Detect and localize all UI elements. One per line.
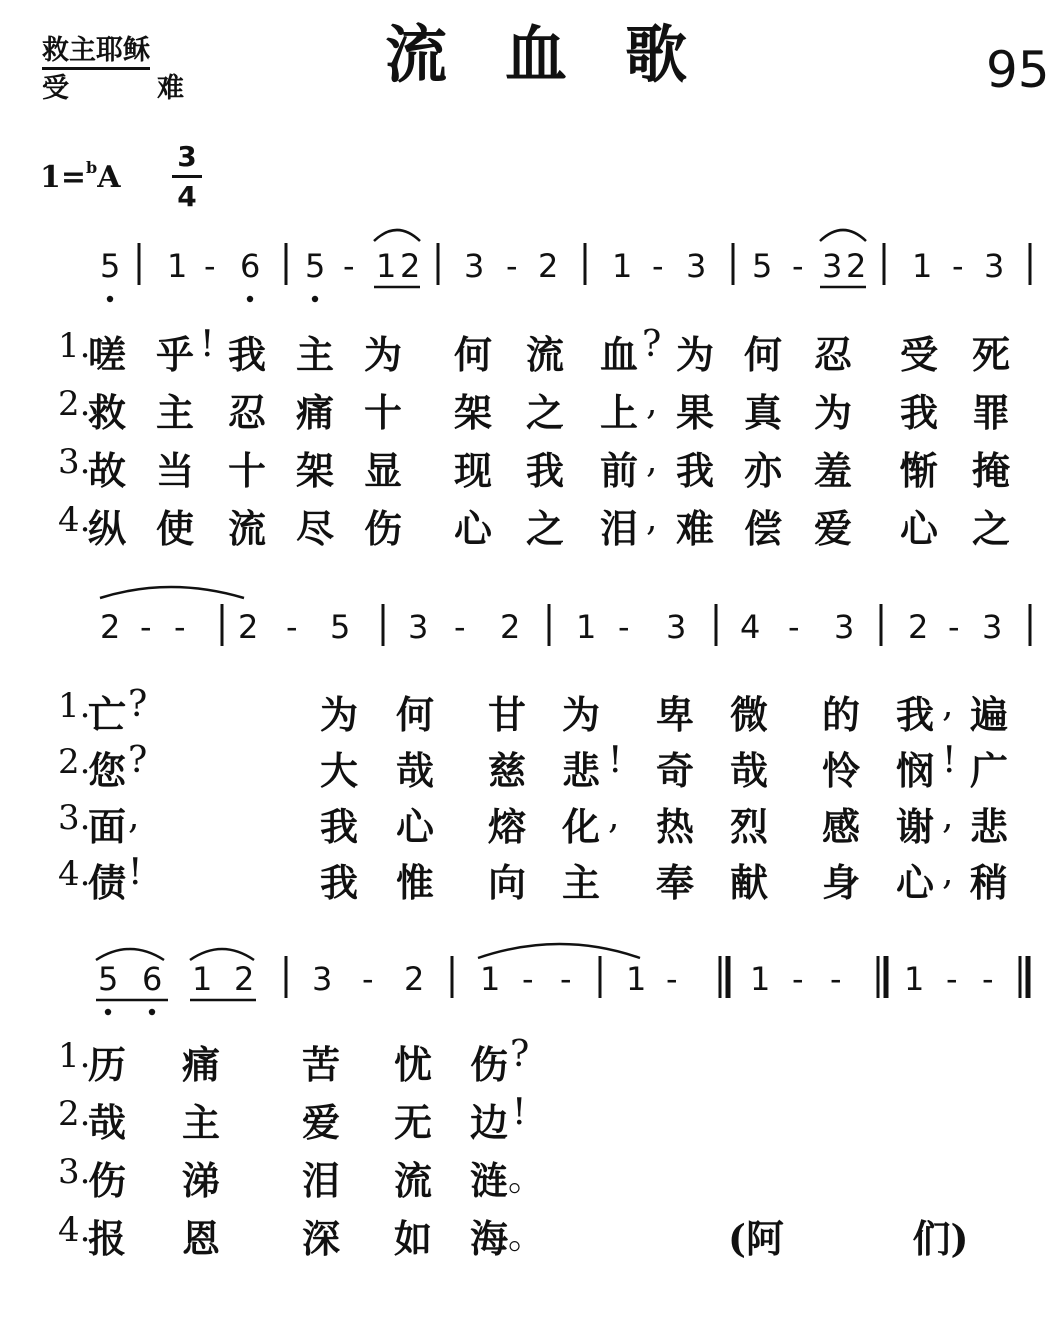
dash: -	[522, 960, 534, 998]
lyric-char: 心	[454, 506, 493, 551]
dash: -	[618, 608, 630, 646]
note: 1	[750, 960, 771, 998]
lyric-char: 深	[302, 1216, 341, 1261]
note: 6	[142, 960, 163, 998]
note: 2	[500, 608, 521, 646]
lyric-char: 我	[320, 804, 359, 849]
verse-4-line-2	[0, 852, 1040, 905]
lyric-char: 苦	[302, 1042, 341, 1087]
note: 5	[100, 247, 121, 285]
lyric-char: 感	[822, 804, 861, 849]
note: 5	[98, 960, 119, 998]
note: 3	[822, 247, 843, 285]
lyric-char: 前	[600, 448, 639, 493]
lyric-char: 哉	[88, 1100, 127, 1145]
lyric-char: 献	[730, 860, 769, 905]
dash: -	[174, 608, 186, 646]
lyric-char: 血	[600, 332, 639, 377]
note: 1	[192, 960, 213, 998]
verse-1-line-1	[0, 324, 1040, 377]
amen	[728, 1208, 968, 1263]
note: 3	[686, 247, 707, 285]
lyric-char: 痛	[182, 1042, 221, 1087]
lyric-char: 为	[320, 692, 359, 737]
lyric-char: 上	[600, 390, 639, 435]
time-signature-top: 3	[177, 140, 197, 173]
category-line-2-char: 难	[157, 73, 184, 104]
note: 3	[834, 608, 855, 646]
lyric-char: 主	[156, 390, 195, 435]
note: 3	[666, 608, 687, 646]
lyric-punct: ?	[128, 740, 148, 781]
lyric-char: 难	[676, 506, 715, 551]
lyric-char: 涕	[182, 1158, 221, 1203]
lyric-punct: !	[200, 324, 215, 365]
tie	[100, 587, 244, 598]
lyric-char: 卑	[656, 692, 695, 737]
lyric-char: 怜	[822, 748, 861, 793]
note: 3	[984, 247, 1005, 285]
lyric-char: 我	[676, 448, 715, 493]
verse-number: 4.	[58, 1210, 91, 1250]
lyric-char: 为	[364, 332, 403, 377]
lyric-char: 纵	[88, 506, 127, 551]
time-signature-bottom: 4	[177, 180, 197, 213]
lyric-char: 哉	[730, 748, 769, 793]
lyric-char: 您	[88, 748, 127, 793]
lyric-char: 我	[896, 692, 935, 737]
lyric-char: 亡	[88, 692, 127, 737]
lyric-char: 真	[744, 390, 783, 435]
dash: -	[204, 247, 216, 285]
category-line-2-char: 受	[42, 73, 69, 104]
lyric-char: 爱	[814, 506, 853, 551]
lyric-punct: ,	[646, 382, 658, 423]
verse-2-line-2	[0, 740, 1040, 793]
dash: -	[362, 960, 374, 998]
verse-number: 3.	[58, 1152, 91, 1192]
lyric-char: 主	[562, 860, 601, 905]
lyric-char: 罪	[972, 390, 1011, 435]
verse-2-line-3	[0, 1092, 1040, 1145]
dash: -	[830, 960, 842, 998]
note: 5	[330, 608, 351, 646]
system-3-notes	[98, 960, 994, 998]
lyric-char: 泪	[600, 506, 639, 551]
verse-1-line-3	[0, 1034, 1040, 1087]
lyric-char: 报	[88, 1216, 127, 1261]
lyric-punct: !	[608, 740, 623, 781]
note: 1	[912, 247, 933, 285]
category-line-1: 救主耶稣	[42, 36, 150, 70]
lyric-char: 如	[394, 1216, 433, 1261]
note: 5	[752, 247, 773, 285]
lyric-punct: !	[128, 852, 143, 893]
lyric-punct: 。	[508, 1216, 545, 1257]
verse-3-line-3	[0, 1152, 1040, 1203]
dash: -	[666, 960, 678, 998]
barlines	[139, 243, 1030, 285]
lyric-punct: !	[942, 740, 957, 781]
lyric-char: 流	[228, 506, 267, 551]
lyric-char: 心	[900, 506, 939, 551]
note: 2	[538, 247, 559, 285]
lyric-char: 奇	[656, 748, 695, 793]
verse-number: 3.	[58, 442, 91, 482]
verse-number: 1.	[58, 686, 91, 726]
key-prefix: 1=	[40, 160, 87, 195]
verse-number: 1.	[58, 326, 91, 366]
time-signature-line	[172, 175, 202, 178]
dash: -	[140, 608, 152, 646]
lyric-char: 嗟	[88, 332, 127, 377]
lyric-char: 使	[156, 506, 195, 551]
lyric-char: 甘	[488, 692, 527, 737]
lyric-char: 谢	[896, 804, 935, 849]
lyric-char: 我	[320, 860, 359, 905]
lyric-char: 流	[526, 332, 565, 377]
notation-system-3	[0, 930, 1040, 1020]
note: 6	[240, 247, 261, 285]
flat-sign: b	[86, 158, 98, 177]
lyric-char: 何	[744, 332, 783, 377]
lyric-char: 羞	[814, 448, 853, 493]
dash: -	[652, 247, 664, 285]
lyric-char: 遍	[970, 692, 1009, 737]
lyric-char: 心	[396, 804, 435, 849]
lyric-char: 烈	[730, 804, 769, 849]
verse-1-line-2	[0, 684, 1040, 737]
verse-3-line-2	[0, 796, 1040, 849]
dash: -	[560, 960, 572, 998]
amen-open: (阿	[728, 1216, 784, 1261]
lyric-punct: ,	[646, 498, 658, 539]
note: 3	[982, 608, 1003, 646]
notation-system-2	[0, 580, 1040, 670]
lyric-char: 悲	[970, 804, 1009, 849]
lyric-punct: 。	[508, 1158, 545, 1199]
lyric-char: 涟	[470, 1158, 509, 1203]
lyric-char: 悲	[562, 748, 601, 793]
lyric-char: 恩	[182, 1216, 221, 1261]
lyric-char: 海	[470, 1216, 509, 1261]
note: 3	[312, 960, 333, 998]
dash: -	[792, 960, 804, 998]
lyric-char: 泪	[302, 1158, 341, 1203]
system-1-notes	[100, 247, 1004, 285]
lyric-char: 现	[454, 448, 493, 493]
lyric-char: 面	[88, 804, 127, 849]
dash: -	[454, 608, 466, 646]
note: 2	[404, 960, 425, 998]
lyric-char: 奉	[656, 860, 695, 905]
note: 3	[464, 247, 485, 285]
amen-close: 们)	[912, 1216, 969, 1261]
lyric-char: 熔	[488, 804, 527, 849]
verse-number: 4.	[58, 854, 91, 894]
time-signature	[172, 140, 202, 213]
lyric-char: 伤	[88, 1158, 127, 1203]
lyric-punct: ?	[128, 684, 148, 725]
lyric-char: 哉	[396, 748, 435, 793]
verse-number: 2.	[58, 384, 91, 424]
lyric-char: 向	[488, 860, 527, 905]
note: 1	[612, 247, 633, 285]
lyric-char: 我	[526, 448, 565, 493]
lyric-punct: ?	[510, 1034, 530, 1075]
lyric-char: 之	[526, 390, 565, 435]
dash: -	[948, 608, 960, 646]
lyric-char: 架	[296, 448, 335, 493]
lyric-char: 伤	[470, 1042, 509, 1087]
lyric-char: 我	[900, 390, 939, 435]
lyric-char: 为	[676, 332, 715, 377]
lyric-char: 为	[814, 390, 853, 435]
lyric-char: 历	[88, 1042, 127, 1087]
lyric-char: 心	[896, 860, 935, 905]
note: 3	[408, 608, 429, 646]
lyric-char: 主	[296, 332, 335, 377]
lyric-char: 之	[972, 506, 1011, 551]
lyric-char: 显	[364, 448, 403, 493]
note: 2	[400, 247, 421, 285]
lyric-char: 故	[88, 448, 127, 493]
lyric-punct: ,	[942, 852, 954, 893]
lyric-char: 流	[394, 1158, 433, 1203]
notation-system-1	[0, 215, 1040, 305]
note: 1	[576, 608, 597, 646]
key-note: A	[97, 160, 121, 195]
lyric-punct: ,	[128, 796, 140, 837]
lyric-char: 尽	[296, 506, 335, 551]
lyric-char: 忍	[814, 332, 853, 377]
lyric-char: 忍	[228, 390, 267, 435]
lyric-punct: ,	[942, 796, 954, 837]
lyric-char: 惟	[396, 860, 435, 905]
octave-dots	[107, 296, 318, 302]
note: 2	[100, 608, 121, 646]
note: 1	[904, 960, 925, 998]
lyric-char: 忧	[394, 1042, 433, 1087]
lyric-char: 我	[228, 332, 267, 377]
lyric-char: 十	[228, 448, 267, 493]
dash: -	[946, 960, 958, 998]
verse-number: 2.	[58, 742, 91, 782]
lyric-punct: ,	[646, 440, 658, 481]
dash: -	[982, 960, 994, 998]
lyric-char: 救	[88, 390, 127, 435]
verse-4-line-1	[0, 498, 1040, 551]
lyric-char: 受	[900, 332, 939, 377]
dash: -	[286, 608, 298, 646]
note: 2	[908, 608, 929, 646]
lyric-char: 何	[454, 332, 493, 377]
lyric-char: 架	[454, 390, 493, 435]
dash: -	[952, 247, 964, 285]
lyric-char: 偿	[744, 506, 783, 551]
lyric-char: 债	[88, 860, 127, 905]
lyric-char: 惭	[900, 448, 939, 493]
dash: -	[506, 247, 518, 285]
lyric-char: 广	[970, 748, 1009, 793]
category-label	[42, 36, 184, 104]
lyric-char: 死	[972, 332, 1011, 377]
note: 5	[305, 247, 326, 285]
lyric-char: 慈	[488, 748, 527, 793]
lyric-char: 之	[526, 506, 565, 551]
lyric-char: 的	[822, 692, 861, 737]
lyric-char: 亦	[744, 448, 783, 493]
lyric-char: 大	[320, 748, 359, 793]
verse-number: 2.	[58, 1094, 91, 1134]
lyric-char: 无	[394, 1100, 433, 1145]
lyric-char: 掩	[972, 448, 1011, 493]
lyric-char: 何	[396, 692, 435, 737]
dash: -	[788, 608, 800, 646]
note: 4	[740, 608, 761, 646]
lyric-char: 身	[822, 860, 861, 905]
verse-number: 3.	[58, 798, 91, 838]
page-number: 95	[986, 41, 1050, 99]
octave-dots	[105, 1009, 155, 1015]
lyric-char: 伤	[364, 506, 403, 551]
note: 1	[480, 960, 501, 998]
dash: -	[792, 247, 804, 285]
lyric-char: 当	[156, 448, 195, 493]
lyric-char: 痛	[296, 390, 335, 435]
verse-number: 4.	[58, 500, 91, 540]
note: 2	[846, 247, 867, 285]
lyric-char: 十	[364, 390, 403, 435]
lyric-char: 稍	[970, 860, 1009, 905]
hymn-title: 流血歌	[385, 18, 746, 91]
note: 1	[167, 247, 188, 285]
lyric-char: 微	[730, 692, 769, 737]
key-signature	[40, 158, 120, 195]
lyric-char: 边	[470, 1100, 509, 1145]
lyric-char: 果	[676, 390, 715, 435]
lyric-punct: ?	[642, 324, 662, 365]
lyric-char: 主	[182, 1100, 221, 1145]
verse-number: 1.	[58, 1036, 91, 1076]
verse-2-line-1	[0, 382, 1040, 435]
note: 1	[376, 247, 397, 285]
note: 2	[234, 960, 255, 998]
lyric-punct: ,	[608, 796, 620, 837]
dash: -	[343, 247, 355, 285]
lyric-char: 为	[562, 692, 601, 737]
note: 1	[626, 960, 647, 998]
lyric-char: 爱	[302, 1100, 341, 1145]
verse-3-line-1	[0, 440, 1040, 493]
system-2-notes	[100, 608, 1002, 646]
lyric-punct: !	[512, 1092, 527, 1133]
lyric-char: 悯	[896, 748, 935, 793]
note: 2	[238, 608, 259, 646]
category-line-2	[42, 74, 184, 104]
lyric-char: 热	[656, 804, 695, 849]
lyric-char: 乎	[156, 332, 195, 377]
lyric-char: 化	[562, 804, 601, 849]
lyric-punct: ,	[942, 684, 954, 725]
